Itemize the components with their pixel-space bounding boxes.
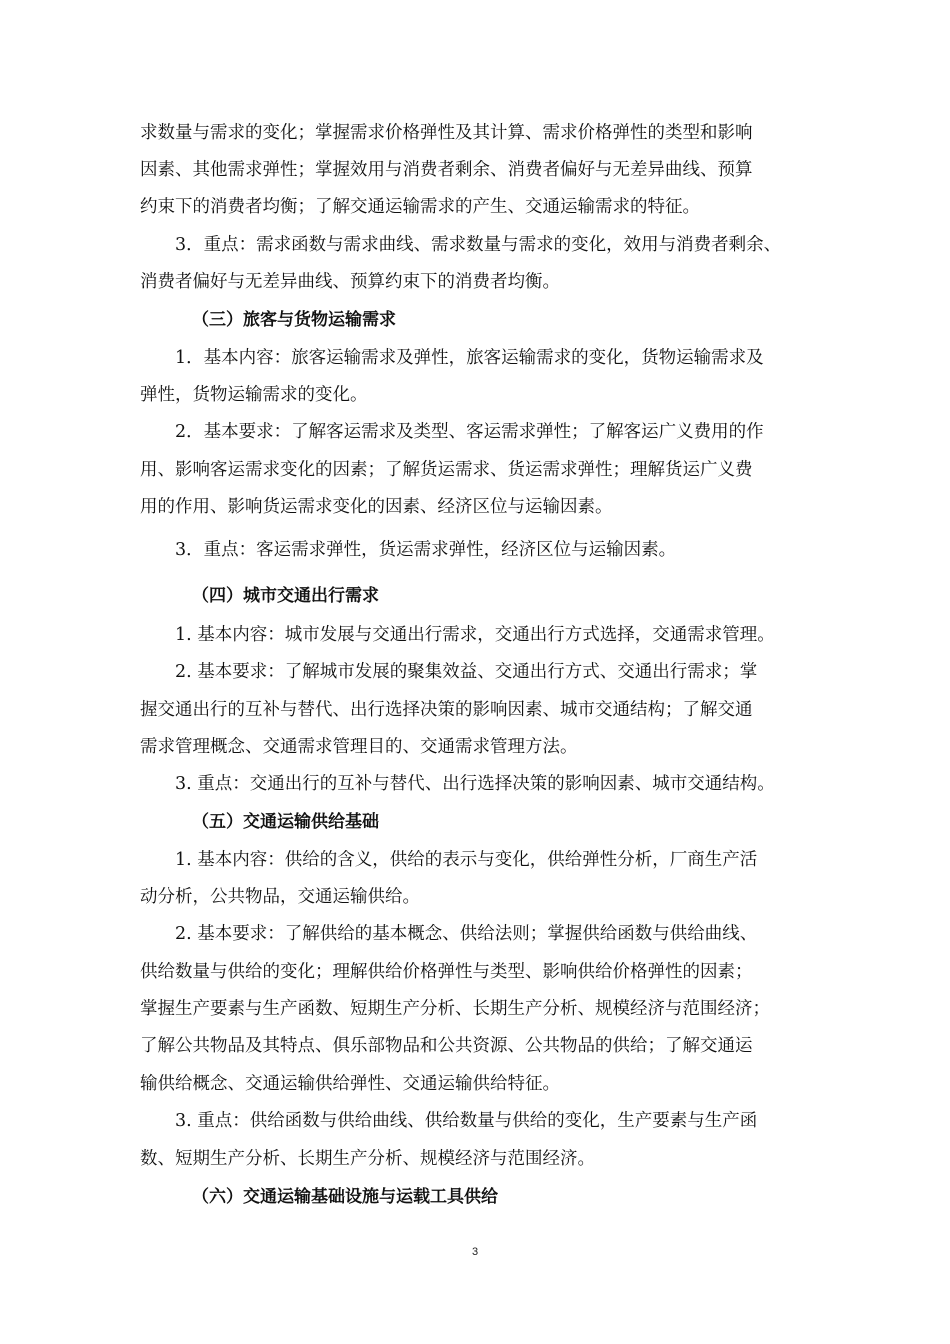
text-line: 消费者偏好与无差异曲线、预算约束下的消费者均衡。	[140, 272, 560, 292]
text-line: 输供给概念、交通运输供给弹性、交通运输供给特征。	[140, 1074, 560, 1094]
text-line: 数、短期生产分析、长期生产分析、规模经济与范围经济。	[140, 1149, 595, 1169]
text-line: 用、影响客运需求变化的因素；了解货运需求、货运需求弹性；理解货运广义费	[140, 460, 753, 480]
text-line: 1. 基本内容：供给的含义，供给的表示与变化，供给弹性分析，厂商生产活	[175, 850, 758, 870]
text-line: 3．重点：客运需求弹性，货运需求弹性，经济区位与运输因素。	[175, 540, 677, 560]
section-heading: （五）交通运输供给基础	[192, 812, 379, 832]
text-line: 求数量与需求的变化；掌握需求价格弹性及其计算、需求价格弹性的类型和影响	[140, 123, 753, 143]
text-line: 1. 基本内容：城市发展与交通出行需求，交通出行方式选择，交通需求管理。	[175, 625, 775, 645]
text-line: 3．重点：需求函数与需求曲线、需求数量与需求的变化，效用与消费者剩余、	[175, 235, 782, 255]
section-heading: （六）交通运输基础设施与运载工具供给	[192, 1187, 498, 1207]
text-line: 因素、其他需求弹性；掌握效用与消费者剩余、消费者偏好与无差异曲线、预算	[140, 160, 753, 180]
text-line: 弹性，货物运输需求的变化。	[140, 385, 368, 405]
text-line: 握交通出行的互补与替代、出行选择决策的影响因素、城市交通结构；了解交通	[140, 700, 753, 720]
section-heading: （四）城市交通出行需求	[192, 586, 379, 606]
text-line: 约束下的消费者均衡；了解交通运输需求的产生、交通运输需求的特征。	[140, 197, 700, 217]
text-line: 1．基本内容：旅客运输需求及弹性，旅客运输需求的变化，货物运输需求及	[175, 348, 764, 368]
text-line: 2．基本要求：了解客运需求及类型、客运需求弹性；了解客运广义费用的作	[175, 422, 764, 442]
text-line: 了解公共物品及其特点、俱乐部物品和公共资源、公共物品的供给；了解交通运	[140, 1036, 753, 1056]
text-line: 3. 重点：供给函数与供给曲线、供给数量与供给的变化，生产要素与生产函	[175, 1111, 758, 1131]
text-line: 掌握生产要素与生产函数、短期生产分析、长期生产分析、规模经济与范围经济；	[140, 999, 770, 1019]
text-line: 用的作用、影响货运需求变化的因素、经济区位与运输因素。	[140, 497, 613, 517]
text-line: 供给数量与供给的变化；理解供给价格弹性与类型、影响供给价格弹性的因素；	[140, 962, 753, 982]
text-line: 3. 重点：交通出行的互补与替代、出行选择决策的影响因素、城市交通结构。	[175, 774, 775, 794]
text-line: 动分析，公共物品，交通运输供给。	[140, 887, 420, 907]
page-number: 3	[471, 1246, 479, 1258]
section-heading: （三）旅客与货物运输需求	[192, 310, 396, 330]
text-line: 需求管理概念、交通需求管理目的、交通需求管理方法。	[140, 737, 578, 757]
text-line: 2. 基本要求：了解城市发展的聚集效益、交通出行方式、交通出行需求；掌	[175, 662, 758, 682]
text-line: 2. 基本要求：了解供给的基本概念、供给法则；掌握供给函数与供给曲线、	[175, 924, 758, 944]
